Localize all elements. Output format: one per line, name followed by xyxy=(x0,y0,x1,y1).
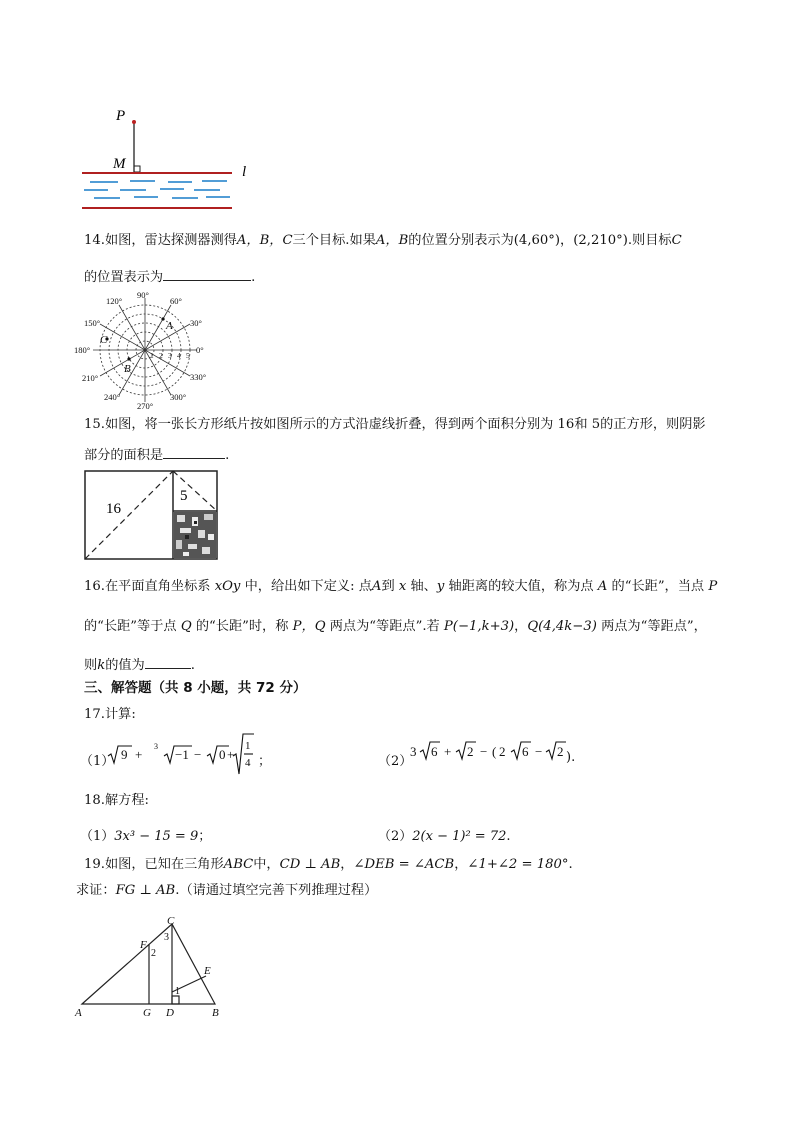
radar-point-c: C xyxy=(100,334,108,346)
svg-text:E: E xyxy=(204,965,211,977)
svg-text:D: D xyxy=(166,1007,174,1019)
svg-text:0: 0 xyxy=(219,747,226,762)
section-3-title: 三、解答题（共 8 小题，共 72 分） xyxy=(84,680,307,696)
svg-text:6: 6 xyxy=(431,744,438,759)
answer-blank-q15[interactable] xyxy=(163,446,225,459)
q17-part2-label: （2） xyxy=(378,754,413,769)
svg-text:+: + xyxy=(227,747,235,762)
q16-line3: 则k的值为 . xyxy=(84,658,195,673)
coord-b: (2,210°) xyxy=(573,233,628,248)
svg-text:1: 1 xyxy=(245,740,251,752)
svg-text:3: 3 xyxy=(168,351,172,360)
answer-blank-q16[interactable] xyxy=(145,656,191,669)
q17-title: 17.计算: xyxy=(84,707,136,722)
label-m: M xyxy=(113,156,126,172)
point-p: P(−1,k+3) xyxy=(443,619,515,634)
svg-text:9: 9 xyxy=(121,747,128,762)
q16-line2: 的“长距”等于点 Q 的“长距”时，称 P，Q 两点为“等距点”.若 P(−1,k+3)，Q(4,4k−3) 两点为“等距点”， xyxy=(84,619,707,634)
q18-part1: （1）3x³ − 15 = 9； xyxy=(80,829,212,844)
svg-text:2: 2 xyxy=(499,744,506,759)
q19-line2: 求证：FG ⊥ AB.（请通过填空完善下列推理过程） xyxy=(76,883,378,898)
svg-text:5: 5 xyxy=(186,351,190,360)
label-p: P xyxy=(116,108,126,124)
svg-text:−: − xyxy=(480,744,488,759)
q17-part1-label: （1） xyxy=(80,754,115,769)
svg-text:−: − xyxy=(535,744,543,759)
svg-text:6: 6 xyxy=(522,744,529,759)
q19-line1: 19.如图，已知在三角形ABC中，CD ⊥ AB，∠DEB = ∠ACB，∠1+∠2 = 180°. xyxy=(84,857,573,872)
svg-text:300°: 300° xyxy=(170,392,187,402)
q17-part2-expression xyxy=(408,738,568,766)
q15-line1: 15.如图，将一张长方形纸片按如图所示的方式沿虚线折叠，得到两个面积分别为 16和 5的正方形，则阴影 xyxy=(84,417,706,432)
q17-part1-expression xyxy=(106,732,256,776)
svg-text:A: A xyxy=(75,1007,82,1019)
svg-text:3: 3 xyxy=(164,932,169,943)
svg-text:2: 2 xyxy=(467,744,474,759)
svg-text:90°: 90° xyxy=(137,290,149,300)
radar-point-b: B xyxy=(124,363,131,375)
svg-text:210°: 210° xyxy=(82,373,99,383)
svg-text:G: G xyxy=(143,1007,151,1019)
svg-text:+: + xyxy=(444,744,452,759)
svg-text:+: + xyxy=(135,747,143,762)
q14-line2: 的位置表示为 . xyxy=(84,270,256,285)
svg-text:240°: 240° xyxy=(104,392,121,402)
q17-part1-tail: ； xyxy=(258,754,272,769)
q18-part2: （2）2(x − 1)² = 72. xyxy=(378,829,511,844)
q15-line2: 部分的面积是 . xyxy=(84,448,230,463)
svg-text:270°: 270° xyxy=(137,401,154,411)
area-16: 16 xyxy=(106,501,121,517)
q18-title: 18.解方程: xyxy=(84,793,149,808)
svg-text:180°: 180° xyxy=(74,345,91,355)
svg-text:3: 3 xyxy=(410,744,417,759)
svg-text:1: 1 xyxy=(150,351,154,360)
svg-text:0°: 0° xyxy=(196,345,204,355)
svg-text:150°: 150° xyxy=(84,318,101,328)
svg-text:60°: 60° xyxy=(170,296,182,306)
svg-text:330°: 330° xyxy=(190,372,207,382)
point-q: Q(4,4k−3) xyxy=(527,619,597,634)
shaded-region xyxy=(174,512,216,558)
svg-text:F: F xyxy=(140,939,147,951)
svg-text:2: 2 xyxy=(159,351,163,360)
q17-part2-tail: ). xyxy=(566,750,576,765)
triangle-figure xyxy=(72,912,232,1022)
q16-line1: 16.在平面直角坐标系 xOy 中，给出如下定义: 点A到 x 轴、y 轴距离的较大值，称为点 A 的“长距”，当点 P xyxy=(84,579,718,594)
svg-text:(: ( xyxy=(492,744,497,759)
answer-blank-q14[interactable] xyxy=(163,268,251,281)
svg-text:2: 2 xyxy=(557,744,564,759)
svg-text:B: B xyxy=(212,1007,219,1019)
svg-text:3: 3 xyxy=(154,742,158,751)
q14-line1: 14.如图，雷达探测器测得A，B，C三个目标.如果A，B的位置分别表示为(4,60°)，(2,210°).则目标C xyxy=(84,233,682,248)
svg-text:120°: 120° xyxy=(106,296,123,306)
coord-a: (4,60°) xyxy=(513,233,561,248)
svg-text:−: − xyxy=(194,747,202,762)
svg-text:30°: 30° xyxy=(190,318,202,328)
area-5: 5 xyxy=(180,488,188,504)
svg-text:C: C xyxy=(167,915,175,927)
folding-figure xyxy=(84,470,224,562)
perpendicular-figure xyxy=(80,104,270,214)
svg-text:−1: −1 xyxy=(175,747,189,762)
label-l: l xyxy=(242,164,247,180)
svg-text:4: 4 xyxy=(177,351,181,360)
radar-point-a: A xyxy=(166,320,173,332)
svg-text:2: 2 xyxy=(151,948,156,959)
radar-figure xyxy=(74,290,216,412)
svg-text:4: 4 xyxy=(245,757,251,769)
svg-text:1: 1 xyxy=(175,986,180,997)
